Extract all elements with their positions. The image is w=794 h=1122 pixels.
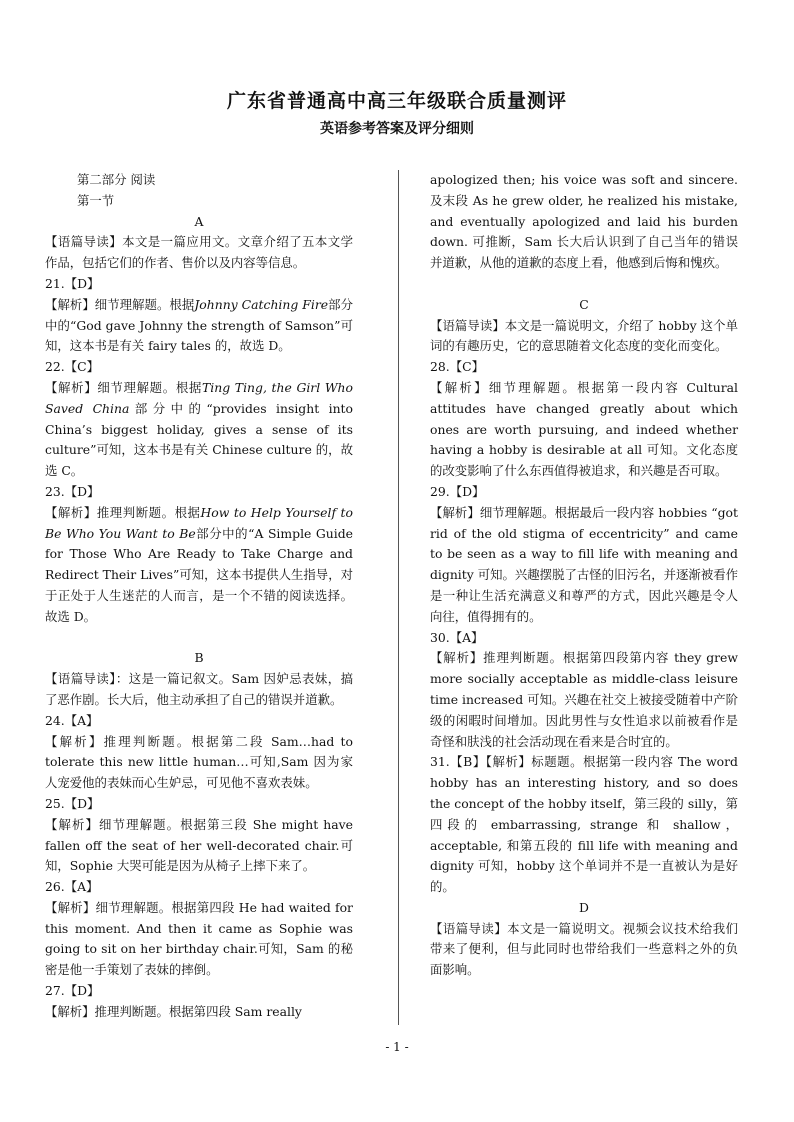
q21-answer: 21.【D】	[45, 275, 100, 291]
q25-explanation: 【解析】细节理解题。根据第三段 She might have fallen off the seat of her well-decorated chair.可知，Sophie 大哭可能是因为从椅子上摔下来了。	[45, 816, 353, 874]
passage-b-label: B	[194, 650, 204, 666]
q27-explanation-continued: apologized then; his voice was soft and sincere. 及末段 As he grew older, he realized his mistake, and eventually apologized and laid his burden down. 可推断，Sam 长大后认识到了自己当年的错误并道歉，从他的道歉的态度上看，他感到后悔和愧疚。	[430, 172, 738, 271]
q26-answer: 26.【A】	[45, 879, 99, 895]
part-heading: 第二部分 阅读	[77, 172, 156, 187]
q23-source-title: How to Help Yourself to Be Who You Want to Be	[45, 504, 353, 541]
q30-answer: 30.【A】	[430, 629, 484, 645]
q22-answer: 22.【C】	[45, 359, 99, 375]
q22-explanation: 【解析】细节理解题。根据Ting Ting, the Girl Who Saved China部分中的“provides insight into China’s biggest holiday, gives a sense of its culture”可知，这本书是有关 Chinese culture 的，故选 C。	[45, 379, 353, 479]
q22-source-title: Ting Ting, the Girl Who Saved China	[45, 379, 353, 416]
document-title: 广东省普通高中高三年级联合质量测评	[226, 90, 567, 112]
right-column	[430, 170, 738, 981]
q27-answer: 27.【D】	[45, 983, 100, 999]
q29-explanation: 【解析】细节理解题。根据最后一段内容 hobbies “got rid of the old stigma of eccentricity” and came to be seen as a way to fill life with meaning and dignity 可知。兴趣摆脱了古怪的旧污名，并逐渐被看作是一种让生活充满意义和尊严的方式，因此兴趣是令人向往，值得拥有的。	[430, 504, 738, 624]
q31-explanation: 31.【B】【解析】标题题。根据第一段内容 The word hobby has an interesting history, and so does the concept of the hobby itself，第三段的 silly，第四段的 embarrassing, strange 和 shallow，acceptable, 和第五段的 fill life with meaning and dignity 可知，hobby 这个单词并不是一直被认为是好的。	[430, 754, 738, 895]
passage-b-intro: 【语篇导读】：这是一篇记叙文。Sam 因妒忌表妹，搞了恶作剧。长大后，他主动承担了自己的错误并道歉。	[45, 671, 353, 707]
q23-explanation: 【解析】推理判断题。根据How to Help Yourself to Be Who You Want to Be部分中的“A Simple Guide for Those Who Are Ready to Take Charge and Redirect Their Lives”可知，这本书提供人生指导，对于正处于人生迷茫的人而言，是一个不错的阅读选择。故选 D。	[45, 504, 353, 624]
q28-explanation: 【解析】细节理解题。根据第一段内容 Cultural attitudes have changed greatly about which ones are worth pursuing, and indeed whether having a hobby is desirable at all 可知。文化态度的改变影响了什么东西值得被追求，和兴趣是否可取。	[430, 379, 738, 479]
passage-a-label: A	[194, 213, 204, 229]
q24-answer: 24.【A】	[45, 712, 99, 728]
q26-explanation: 【解析】细节理解题。根据第四段 He had waited for this moment. And then it came as Sophie was going to sit on her birthday chair.可知，Sam 的秘密是他一手策划了表妹的摔倒。	[45, 899, 353, 978]
page-number: - 1 -	[385, 1040, 409, 1054]
q21-explanation: 【解析】细节理解题。根据Johnny Catching Fire部分中的“God gave Johnny the strength of Samson”可知，这本书是有关 fairy tales 的，故选 D。	[45, 296, 354, 354]
section-heading: 第一节	[77, 192, 115, 208]
column-divider	[398, 170, 399, 1025]
q24-explanation: 【解析】推理判断题。根据第二段 Sam…had to tolerate this new little human…可知,Sam 因为家人宠爱他的表妹而心生妒忌，可见他不喜欢表妹。	[45, 733, 353, 791]
q21-source-title: Johnny Catching Fire	[194, 296, 329, 312]
passage-d-label: D	[579, 899, 589, 915]
left-column	[45, 170, 353, 1023]
q30-explanation: 【解析】推理判断题。根据第四段第内容 they grew more socially acceptable as middle-class leisure time increased 可知。兴趣在社交上被接受随着中产阶级的闲暇时间增加。因此男性与女性追求以前被看作是奇怪和肤浅的社会活动现在看来是合时宜的。	[430, 650, 738, 749]
q27-explanation: 【解析】推理判断题。根据第四段 Sam really	[45, 1003, 302, 1019]
q28-answer: 28.【C】	[430, 359, 484, 375]
q23-answer: 23.【D】	[45, 483, 100, 499]
passage-d-intro: 【语篇导读】本文是一篇说明文。视频会议技术给我们带来了便利，但与此同时也带给我们一些意料之外的负面影响。	[430, 920, 738, 978]
document-subtitle: 英语参考答案及评分细则	[320, 121, 474, 137]
passage-c-intro: 【语篇导读】本文是一篇说明文，介绍了 hobby 这个单词的有趣历史，它的意思随着文化态度的变化而变化。	[430, 317, 738, 354]
passage-a-intro: 【语篇导读】本文是一篇应用文。文章介绍了五本文学作品，包括它们的作者、售价以及内容等信息。	[45, 234, 353, 271]
q29-answer: 29.【D】	[430, 483, 485, 499]
passage-c-label: C	[579, 296, 589, 312]
q25-answer: 25.【D】	[45, 795, 100, 811]
